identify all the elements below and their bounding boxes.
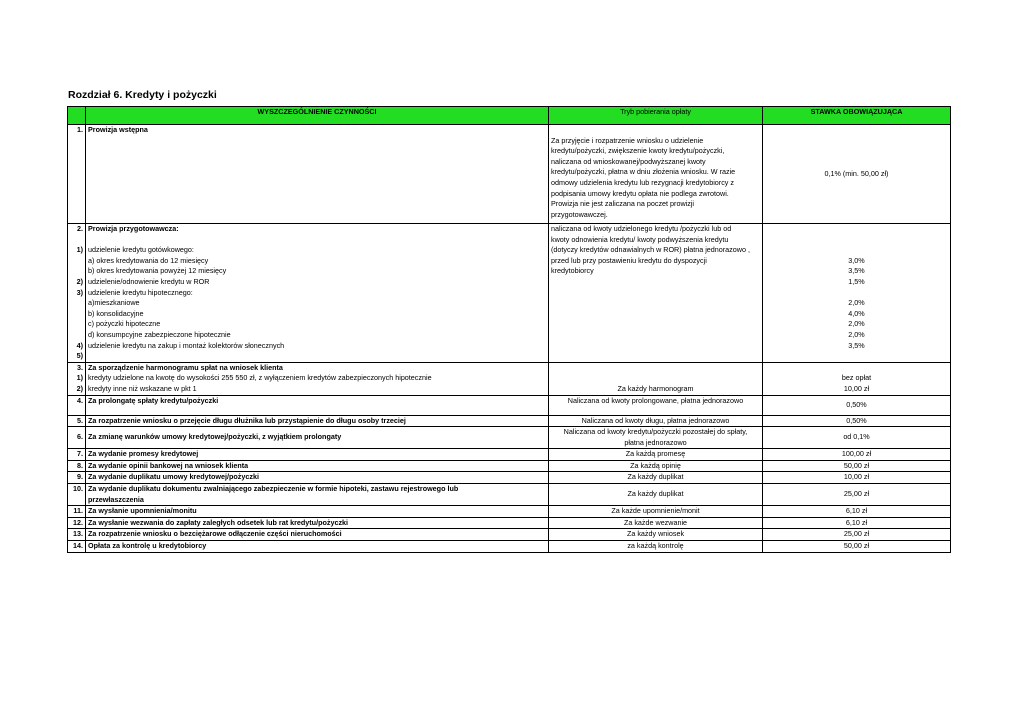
- charge-mode: Naliczana od kwoty długu, płatna jednorazowo: [549, 415, 763, 427]
- rate-value: 25,00 zł: [763, 484, 951, 506]
- table-row: [68, 529, 951, 541]
- table-row: [68, 517, 951, 529]
- mode-line: przed lub przy postawieniu kredytu do dyspozycji: [551, 255, 707, 265]
- charge-mode: Za każdy wniosek: [549, 529, 763, 541]
- row-number: 5.: [68, 415, 86, 427]
- table-row: [68, 484, 951, 506]
- sub-item: b) konsolidacyjne: [88, 308, 144, 318]
- sub-item: udzielenie kredytu gotówkowego:: [88, 245, 194, 255]
- sub-item: kredyty udzielone na kwotę do wysokości 255 550 zł, z wyłączeniem kredytów zabezpieczonych hipotecznie: [88, 373, 432, 383]
- activity-name: Za wydanie duplikatu dokumentu zwalniającego zabezpieczenie w formie hipoteki, zastawu rejestrowego lub przewłaszczenia: [86, 484, 549, 506]
- charge-mode: za każdą kontrolę: [549, 541, 763, 553]
- table-row: [68, 224, 951, 363]
- activity-name: Prowizja wstępna: [86, 125, 549, 224]
- table-row: [68, 506, 951, 518]
- charge-mode: Za każdy duplikat: [549, 484, 763, 506]
- rate-value: 6,10 zł: [763, 506, 951, 518]
- table-row: [68, 362, 951, 395]
- rate-value: 25,00 zł: [763, 529, 951, 541]
- activity-name: Za wydanie promesy kredytowej: [86, 449, 549, 461]
- mode-line: kredytu/pożyczki, zwiększenie kwoty kredytu/pożyczki,: [551, 146, 725, 156]
- mode-line: podpisania umowy kredytu opłata nie podlega zwrotowi.: [551, 188, 729, 198]
- row-number: 6.: [68, 427, 86, 449]
- mode-line: przygotowawczej.: [551, 209, 608, 219]
- row-number: 1.: [68, 125, 86, 224]
- sub-item: c) pożyczki hipoteczne: [88, 319, 161, 329]
- activity-name: Za wysłanie wezwania do zapłaty zaległych odsetek lub rat kredytu/pożyczki: [86, 517, 549, 529]
- activity-name: Za wydanie duplikatu umowy kredytowej/pożyczki: [86, 472, 549, 484]
- table-header-row: [68, 107, 951, 125]
- activity-name: Za wysłanie upomnienia/monitu: [86, 506, 549, 518]
- rate-value: 6,10 zł: [763, 517, 951, 529]
- table-row: [68, 395, 951, 415]
- rate-value: 0,1% (min. 50,00 zł): [763, 125, 951, 224]
- sub-item: udzielenie/odnowienie kredytu w ROR: [88, 276, 210, 286]
- charge-mode: Za każdą opinię: [549, 460, 763, 472]
- rate-value: 100,00 zł: [763, 449, 951, 461]
- activity-title: Prowizja przygotowawcza:: [88, 224, 179, 233]
- charge-mode: Za każdą promesę: [549, 449, 763, 461]
- table-row: [68, 449, 951, 461]
- mode-line: naliczana od kwoty udzielonego kredytu /pożyczki lub od: [551, 224, 732, 233]
- charge-mode: Naliczana od kwoty prolongowane, płatna jednorazowo: [549, 395, 763, 415]
- header-activity: WYSZCZEGÓLNIENIE CZYNNOŚCI: [86, 107, 549, 125]
- activity-name: Za prolongatę spłaty kredytu/pożyczki: [86, 395, 549, 415]
- sub-item: [88, 351, 546, 362]
- charge-mode: Za każde upomnienie/monit: [549, 506, 763, 518]
- table-row: [68, 541, 951, 553]
- sub-item: udzielenie kredytu na zakup i montaż kolektorów słonecznych: [88, 340, 285, 350]
- table-row: [68, 427, 951, 449]
- row-number: 13.: [68, 529, 86, 541]
- row-number: 2. 1) 2) 3) 4) 5): [68, 224, 86, 363]
- charge-mode: [549, 125, 763, 224]
- sub-item: d) konsumpcyjne zabezpieczone hipotecznie: [88, 329, 231, 339]
- sub-item: a)mieszkaniowe: [88, 298, 140, 308]
- activity-name: Za rozpatrzenie wniosku o bezciężarowe odłączenie części nieruchomości: [86, 529, 549, 541]
- activity-name: Opłata za kontrolę u kredytobiorcy: [86, 541, 549, 553]
- sub-item: b) okres kredytowania powyżej 12 miesięcy: [88, 266, 227, 276]
- header-charge-mode: Tryb pobierania opłaty: [549, 107, 763, 125]
- mode-line: Prowizja nie jest zaliczana na poczet prowizji: [551, 199, 695, 209]
- table-row: [68, 460, 951, 472]
- row-number: 7.: [68, 449, 86, 461]
- sub-item: udzielenie kredytu hipotecznego:: [88, 287, 193, 297]
- activity-name: [86, 362, 549, 395]
- fees-table: [67, 106, 951, 553]
- rate-value: od 0,1%: [763, 427, 951, 449]
- header-num: [68, 107, 86, 125]
- rate-value: 50,00 zł: [763, 460, 951, 472]
- row-number: 3. 1) 2): [68, 362, 86, 395]
- charge-mode: Za każde wezwanie: [549, 517, 763, 529]
- rate-value: bez opłat 10,00 zł: [763, 362, 951, 395]
- charge-mode: Za każdy harmonogram: [549, 362, 763, 395]
- table-row: [68, 472, 951, 484]
- row-number: 9.: [68, 472, 86, 484]
- sub-item: kredyty inne niż wskazane w pkt 1: [88, 383, 197, 393]
- section-title: Rozdział 6. Kredyty i pożyczki: [68, 89, 217, 101]
- activity-name: Za rozpatrzenie wniosku o przejęcie długu dłużnika lub przystąpienie do długu osoby trzeciej: [86, 415, 549, 427]
- mode-line: Za przyjęcie i rozpatrzenie wniosku o udzielenie: [551, 135, 704, 145]
- mode-line: naliczana od wnioskowanej/podwyższanej kwoty: [551, 156, 706, 166]
- mode-line: kwoty odnowienia kredytu/ kwoty podwyższenia kredytu: [551, 234, 729, 244]
- header-rate: STAWKA OBOWIĄZUJĄCA: [763, 107, 951, 125]
- row-number: 11.: [68, 506, 86, 518]
- rate-value: 3,0% 3,5% 1,5% 2,0% 4,0% 2,0% 2,0% 3,5%: [763, 224, 951, 363]
- row-number: 12.: [68, 517, 86, 529]
- charge-mode: Za każdy duplikat: [549, 472, 763, 484]
- row-number: 4.: [68, 395, 86, 415]
- sub-item: a) okres kredytowania do 12 miesięcy: [88, 255, 209, 265]
- mode-line: kredytobiorcy: [551, 266, 594, 276]
- mode-line: (dotyczy kredytów odnawialnych w ROR) płatna jednorazowo ,: [551, 245, 750, 255]
- charge-mode: [549, 224, 763, 363]
- rate-value: 0,50%: [763, 395, 951, 415]
- row-number: 10.: [68, 484, 86, 506]
- activity-name: Za zmianę warunków umowy kredytowej/pożyczki, z wyjątkiem prolongaty: [86, 427, 549, 449]
- rate-value: 0,50%: [763, 415, 951, 427]
- mode-line: odmowy udzielenia kredytu lub rezygnacji kredytobiorcy z: [551, 177, 734, 187]
- row-number: 14.: [68, 541, 86, 553]
- mode-line: kredytu/pożyczki, płatna w dniu złożenia wniosku. W razie: [551, 167, 736, 177]
- activity-name: [86, 224, 549, 363]
- rate-value: 50,00 zł: [763, 541, 951, 553]
- charge-mode: Naliczana od kwoty kredytu/pożyczki pozostałej do spłaty, płatna jednorazowo: [549, 427, 763, 449]
- table-row: [68, 125, 951, 224]
- rate-value: 10,00 zł: [763, 472, 951, 484]
- table-row: [68, 415, 951, 427]
- activity-name: Za wydanie opinii bankowej na wniosek klienta: [86, 460, 549, 472]
- row-number: 8.: [68, 460, 86, 472]
- activity-title: Za sporządzenie harmonogramu spłat na wniosek klienta: [88, 362, 283, 372]
